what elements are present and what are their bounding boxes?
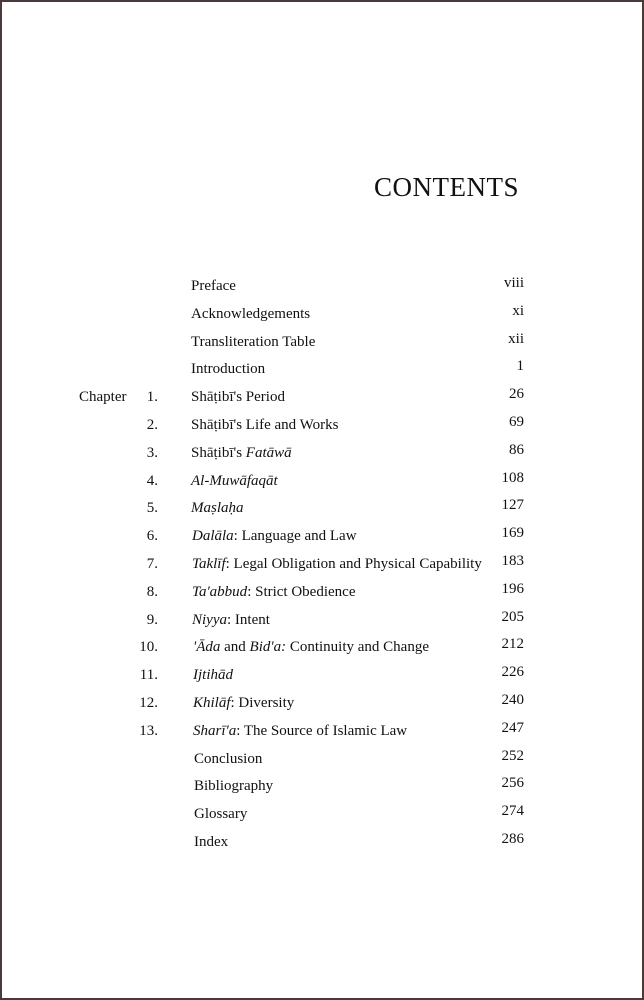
page-number: xi — [512, 302, 524, 319]
toc-row — [2, 440, 642, 468]
title-segment: Shāṭibī's Period — [191, 389, 285, 406]
page-title: CONTENTS — [374, 172, 519, 202]
page-number: 108 — [501, 469, 524, 486]
title-segment: : The Source of Islamic Law — [236, 722, 408, 739]
title-segment: Index — [194, 833, 229, 850]
chapter-number: 5. — [146, 500, 158, 517]
title-segment: Glossary — [194, 806, 248, 823]
title-segment: Shāṭibī's — [191, 444, 246, 461]
toc-row — [2, 773, 642, 801]
toc-row — [2, 495, 642, 523]
toc-row — [2, 301, 642, 329]
title-segment: Khilāf — [193, 694, 231, 711]
page-number: 286 — [501, 830, 524, 847]
chapter-number: 10. — [139, 639, 158, 656]
toc-row — [2, 690, 642, 718]
title-segment: Introduction — [191, 361, 266, 378]
chapter-number: 9. — [146, 611, 158, 628]
toc-entry-title — [191, 356, 265, 384]
page-number: 247 — [501, 719, 524, 736]
page-number: 256 — [501, 775, 524, 792]
page-number: 26 — [509, 386, 524, 403]
title-segment: Taklīf — [192, 555, 226, 572]
toc-entry-title — [193, 662, 233, 690]
page-number: 205 — [501, 608, 524, 625]
toc-entry-title — [191, 384, 285, 412]
page-number: 183 — [501, 552, 524, 569]
toc-entry-title — [192, 523, 357, 551]
page-number: 252 — [501, 747, 524, 764]
toc-entry-title — [191, 412, 338, 440]
table-of-contents — [2, 273, 642, 857]
page-number: 196 — [501, 580, 524, 597]
title-segment: Al-Muwāfaqāt — [191, 472, 278, 489]
chapter-number: 4. — [146, 472, 158, 489]
title-segment: Continuity and Change — [286, 639, 429, 656]
title-segment: Maṣlaḥa — [191, 500, 244, 517]
page-number: 69 — [509, 413, 524, 430]
chapter-number: 12. — [139, 694, 158, 711]
toc-entry-title — [194, 829, 228, 857]
toc-entry-title — [191, 495, 244, 523]
page-number: 212 — [501, 636, 524, 653]
toc-row — [2, 718, 642, 746]
toc-row — [2, 579, 642, 607]
toc-entry-title — [193, 690, 294, 718]
title-segment: : Language and Law — [233, 528, 357, 545]
toc-entry-title — [191, 273, 236, 301]
chapter-number: 2. — [146, 416, 158, 433]
toc-row — [2, 829, 642, 857]
page-number: 169 — [501, 525, 524, 542]
title-segment: Preface — [191, 278, 236, 294]
title-segment: Fatāwā — [245, 444, 292, 461]
toc-entry-title — [194, 801, 247, 829]
toc-row — [2, 801, 642, 829]
title-segment: Shāṭibī's Life and Works — [191, 416, 339, 433]
toc-row — [2, 662, 642, 690]
chapter-number: 11. — [139, 667, 158, 684]
toc-row — [2, 607, 642, 635]
toc-entry-title — [192, 551, 482, 579]
toc-row — [2, 551, 642, 579]
page-number: 1 — [516, 358, 524, 375]
toc-row — [2, 468, 642, 496]
page-number: 240 — [501, 691, 524, 708]
toc-row — [2, 384, 642, 412]
chapter-number: 7. — [146, 555, 158, 572]
toc-entry-title — [192, 607, 270, 635]
title-segment: Bibliography — [194, 778, 274, 795]
toc-entry-title — [194, 773, 273, 801]
page-number: 226 — [501, 664, 524, 681]
title-segment: : Diversity — [230, 694, 295, 711]
chapter-number: 13. — [139, 722, 158, 739]
toc-entry-title — [193, 718, 407, 746]
title-segment: : Strict Obedience — [247, 583, 356, 600]
toc-row — [2, 523, 642, 551]
title-segment: Transliteration Table — [191, 333, 316, 350]
title-segment: Ta'abbud — [192, 583, 248, 600]
toc-entry-title — [191, 329, 315, 357]
chapter-label: Chapter — [79, 389, 127, 406]
page-number: viii — [503, 275, 524, 291]
title-segment: and — [220, 639, 250, 656]
toc-entry-title — [191, 440, 292, 468]
title-segment: Dalāla — [192, 528, 234, 545]
title-segment: Sharī'a — [193, 722, 237, 739]
page-number: 274 — [501, 803, 524, 820]
title-segment: : Intent — [227, 611, 270, 628]
page-number: xii — [508, 330, 524, 347]
toc-row — [2, 273, 642, 301]
toc-entry-title — [192, 579, 355, 607]
chapter-number: 1. — [146, 389, 158, 406]
toc-entry-title — [191, 301, 310, 329]
title-segment: Niyya — [192, 611, 227, 628]
title-segment: 'Āda — [193, 639, 221, 656]
toc-entry-title — [191, 468, 278, 496]
toc-row — [2, 356, 642, 384]
title-segment: Ijtihād — [193, 667, 233, 684]
toc-row — [2, 746, 642, 774]
title-segment: : Legal Obligation and Physical Capability — [225, 555, 482, 572]
toc-entry-title — [194, 746, 262, 774]
chapter-number: 6. — [146, 528, 158, 545]
toc-row — [2, 634, 642, 662]
title-segment: Acknowledgements — [191, 305, 311, 322]
page-number: 127 — [501, 497, 524, 514]
toc-entry-title — [193, 634, 429, 662]
title-segment: Bid'a: — [249, 639, 287, 656]
chapter-number: 8. — [146, 583, 158, 600]
toc-row — [2, 412, 642, 440]
chapter-number: 3. — [146, 444, 158, 461]
toc-row — [2, 329, 642, 357]
title-segment: Conclusion — [194, 750, 263, 767]
page-number: 86 — [509, 441, 524, 458]
